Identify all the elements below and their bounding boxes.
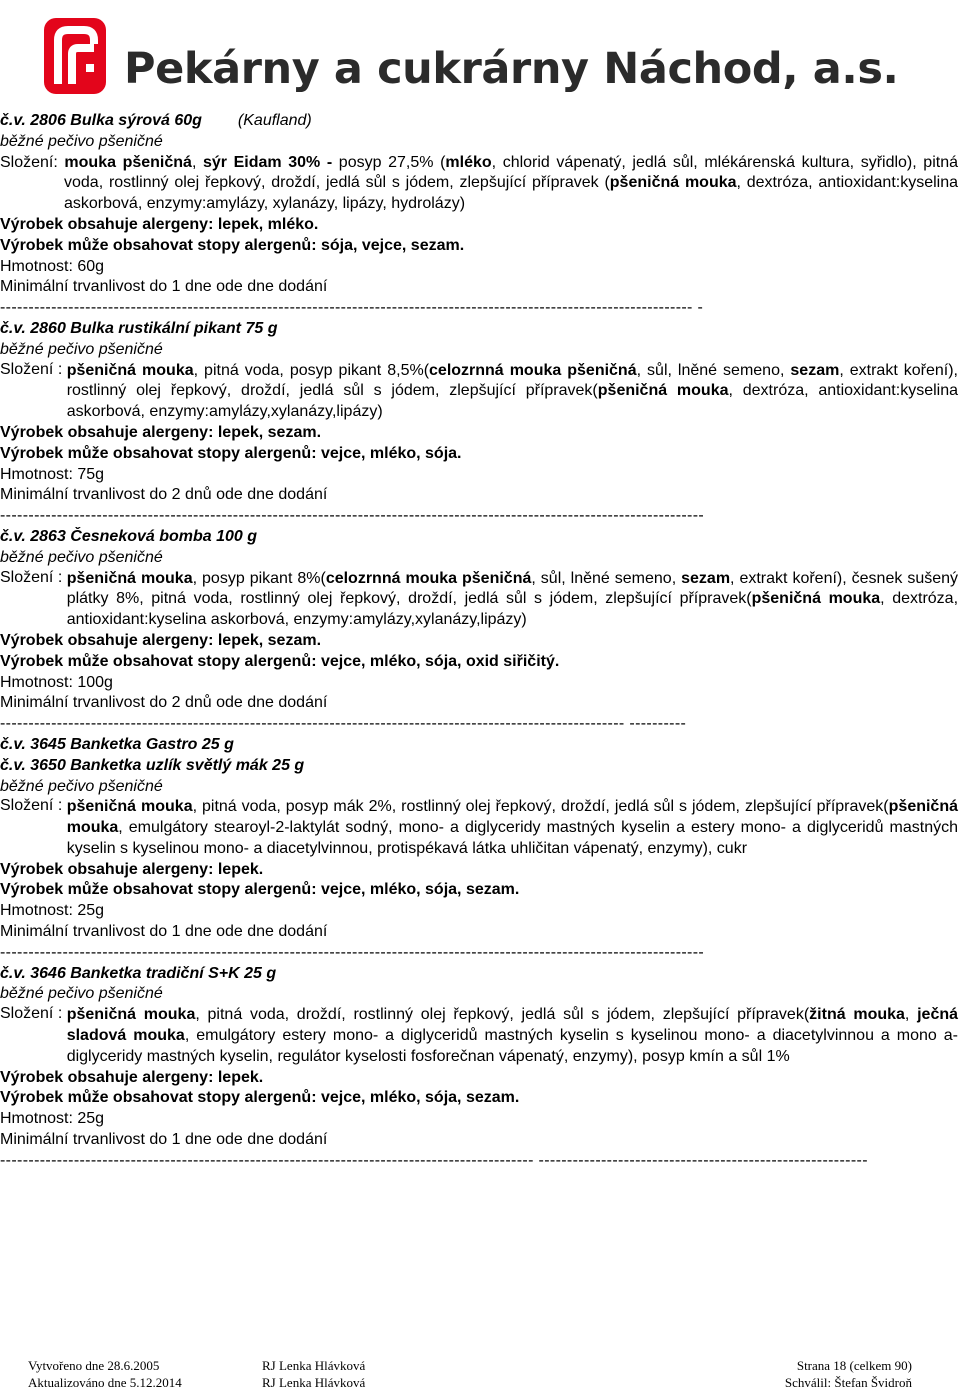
product-block — [0, 964, 960, 1172]
allergens-line: Výrobek obsahuje alergeny: lepek, sezam. — [0, 631, 322, 649]
composition-part: , pitná voda, posyp pikant 8,5%( — [193, 361, 430, 379]
composition-part: žitná mouka — [809, 1006, 905, 1024]
shelf-life-line: Minimální trvanlivost do 1 dne ode dne dodání — [0, 278, 328, 296]
traces-line: Výrobek může obsahovat stopy alergenů: vejce, mléko, sója, oxid siřičitý. — [0, 652, 560, 670]
product-composition — [0, 569, 960, 631]
page-number: Strana 18 (celkem 90) — [796, 1358, 912, 1373]
allergens-line: Výrobek obsahuje alergeny: lepek. — [0, 860, 264, 878]
product-block — [0, 735, 960, 964]
product-code-line — [0, 756, 960, 777]
company-name: Pekárny a cukrárny Náchod, a.s. — [124, 44, 899, 94]
composition-part: pšeničná mouka — [66, 1006, 196, 1024]
composition-part: , — [904, 1006, 918, 1024]
composition-part: , — [191, 153, 203, 171]
product-category: běžné pečivo pšeničné — [0, 340, 163, 358]
product-category: běžné pečivo pšeničné — [0, 777, 163, 795]
product-composition — [0, 1005, 960, 1067]
composition-text — [67, 361, 960, 423]
composition-part: pšeničná mouka — [66, 361, 194, 379]
product-code-line — [0, 527, 960, 548]
composition-part: mouka pšeničná — [64, 153, 192, 171]
composition-part: , extrakt koření), rostlinný olej řepkový, droždí, jedlá sůl s jódem, zlepšující přípravek( — [66, 361, 958, 400]
separator-line: ---------------------------------------------------------------------------------------------- ---------------------------------------------------------- — [0, 1151, 868, 1169]
composition-part: , emulgátory estery mono- a diglyceridů mastných kyselin s kyselinou mono- a diacetylvinnou a mono a- diglyceridy mastných kyselin, regulátor kyselosti fosforečnan vápenatý, enzymy), posyp kmín a sůl 1% — [66, 1027, 959, 1065]
composition-part: mléko — [445, 153, 492, 171]
composition-part: pšeničná mouka — [597, 382, 729, 400]
composition-text — [67, 797, 960, 859]
traces-line: Výrobek může obsahovat stopy alergenů: vejce, mléko, sója, sezam. — [0, 1089, 520, 1107]
product-code-line — [0, 111, 960, 132]
weight-line: Hmotnost: 75g — [0, 465, 105, 483]
product-code: č.v. 3645 Banketka Gastro 25 g — [0, 735, 234, 753]
product-block — [0, 527, 960, 735]
composition-part: sezam — [681, 569, 731, 587]
author-updated: RJ Lenka Hlávková — [262, 1375, 366, 1390]
traces-line: Výrobek může obsahovat stopy alergenů: vejce, mléko, sója. — [0, 444, 462, 462]
author-created: RJ Lenka Hlávková — [262, 1358, 366, 1373]
composition-part: , chlorid vápenatý, jedlá sůl, mlékárenská kultura, syřidlo), pitná voda, rostlinný olej řepkový, droždí, jedlá sůl s jódem, zlepšující přípravek ( — [64, 153, 959, 192]
allergens-line: Výrobek obsahuje alergeny: lepek, sezam. — [0, 423, 322, 441]
composition-part: pšeničná mouka — [66, 569, 193, 587]
product-code: č.v. 2806 Bulka sýrová 60g — [0, 112, 202, 129]
company-logo-icon — [44, 18, 106, 94]
updated-date: Aktualizováno dne 5.12.2014 — [28, 1375, 182, 1390]
product-block — [0, 319, 960, 527]
separator-line: -------------------------------------------------------------------------------------------------------------- ---------- — [0, 715, 687, 733]
product-code-line — [0, 735, 960, 756]
composition-text — [64, 154, 958, 213]
composition-part: , sůl, lněné semeno, — [636, 361, 791, 379]
traces-line: Výrobek může obsahovat stopy alergenů: vejce, mléko, sója, sezam. — [0, 881, 520, 899]
separator-line: ---------------------------------------------------------------------------------------------------------------------------- — [0, 943, 705, 961]
product-code: č.v. 3646 Banketka tradiční S+K 25 g — [0, 964, 277, 982]
allergens-line: Výrobek obsahuje alergeny: lepek, mléko. — [0, 215, 319, 233]
composition-part: pšeničná mouka — [751, 590, 881, 608]
weight-line: Hmotnost: 25g — [0, 902, 105, 920]
composition-part: , extrakt koření), česnek sušený plátky 8%, pitná voda, rostlinný olej řepkový, droždí, jedlá sůl s jódem, zlepšující přípravek( — [66, 569, 959, 608]
allergens-line: Výrobek obsahuje alergeny: lepek. — [0, 1068, 264, 1086]
composition-part: pšeničná mouka — [66, 798, 958, 837]
product-block — [0, 111, 960, 319]
composition-text — [67, 1005, 960, 1067]
shelf-life-line: Minimální trvanlivost do 1 dne ode dne dodání — [0, 923, 328, 941]
shelf-life-line: Minimální trvanlivost do 2 dnů ode dne dodání — [0, 694, 328, 712]
weight-line: Hmotnost: 25g — [0, 1110, 105, 1128]
composition-part: pšeničná mouka — [66, 798, 193, 816]
composition-part: , dextróza, antioxidant:kyselina askorbová, enzymy:amylázy,xylanázy,lipázy) — [66, 382, 958, 421]
product-category: běžné pečivo pšeničné — [0, 132, 163, 150]
composition-part: , sůl, lněné semeno, — [531, 569, 682, 587]
composition-label: Složení : — [0, 1005, 67, 1023]
created-date: Vytvořeno dne 28.6.2005 — [28, 1358, 160, 1373]
product-code-line — [0, 319, 960, 340]
composition-label: Složení : — [0, 568, 67, 586]
product-code: č.v. 2860 Bulka rustikální pikant 75 g — [0, 319, 278, 337]
shelf-life-line: Minimální trvanlivost do 2 dnů ode dne dodání — [0, 486, 328, 504]
composition-part: posyp 27,5% ( — [332, 153, 446, 171]
composition-part: , dextróza, antioxidant:kyselina askorbová, enzymy:amylázy,xylanázy,lipázy) — [66, 590, 959, 629]
separator-line: -------------------------------------------------------------------------------------------------------------------------- - — [0, 299, 704, 317]
composition-text — [67, 569, 960, 631]
composition-part: ječná sladová mouka — [66, 1006, 959, 1045]
document-header — [0, 0, 960, 105]
composition-part: pšeničná mouka — [609, 174, 737, 192]
composition-label: Složení: — [0, 153, 65, 171]
composition-part: , dextróza, antioxidant:kyselina askorbová, enzymy:amylázy, xylanázy, lipázy, hydrolázy) — [64, 174, 959, 213]
shelf-life-line: Minimální trvanlivost do 1 dne ode dne dodání — [0, 1131, 328, 1149]
product-category: běžné pečivo pšeničné — [0, 548, 163, 566]
separator-line: ---------------------------------------------------------------------------------------------------------------------------- — [0, 507, 705, 525]
product-note: (Kaufland) — [237, 112, 312, 129]
composition-label: Složení : — [0, 797, 67, 815]
product-composition — [0, 797, 960, 859]
approved-by: Schválil: Štefan Švidroň — [784, 1375, 912, 1390]
composition-part: sýr Eidam 30% - — [203, 153, 333, 171]
product-list — [0, 111, 960, 1172]
composition-part: celozrnná mouka pšeničná — [429, 361, 637, 379]
composition-part: , pitná voda, posyp mák 2%, rostlinný olej řepkový, droždí, jedlá sůl s jódem, zlepšující přípravek( — [192, 798, 889, 816]
traces-line: Výrobek může obsahovat stopy alergenů: sója, vejce, sezam. — [0, 236, 465, 254]
composition-label: Složení : — [0, 360, 67, 378]
composition-part: , pitná voda, droždí, rostlinný olej řepkový, jedlá sůl s jódem, zlepšující přípravek( — [195, 1006, 810, 1024]
product-category: běžné pečivo pšeničné — [0, 985, 163, 1003]
composition-part: sezam — [790, 361, 840, 379]
product-composition — [0, 361, 960, 423]
weight-line: Hmotnost: 60g — [0, 257, 105, 275]
product-code: č.v. 2863 Česneková bomba 100 g — [0, 527, 258, 545]
product-composition — [0, 153, 960, 215]
composition-part: celozrnná mouka pšeničná — [325, 569, 532, 587]
product-code: č.v. 3650 Banketka uzlík světlý mák 25 g — [0, 756, 305, 774]
composition-part: , posyp pikant 8%( — [192, 569, 326, 587]
weight-line: Hmotnost: 100g — [0, 673, 113, 691]
composition-part: , emulgátory stearoyl-2-laktylát sodný, mono- a diglyceridy mastných kyselin a estery mono- a diglyceridů mastných kyselin s kyselinou mono- a diacetylvinnou, protispékavá látka uhličitan vápenatý, enzymy), cukr — [66, 819, 958, 857]
product-code-line — [0, 964, 960, 985]
